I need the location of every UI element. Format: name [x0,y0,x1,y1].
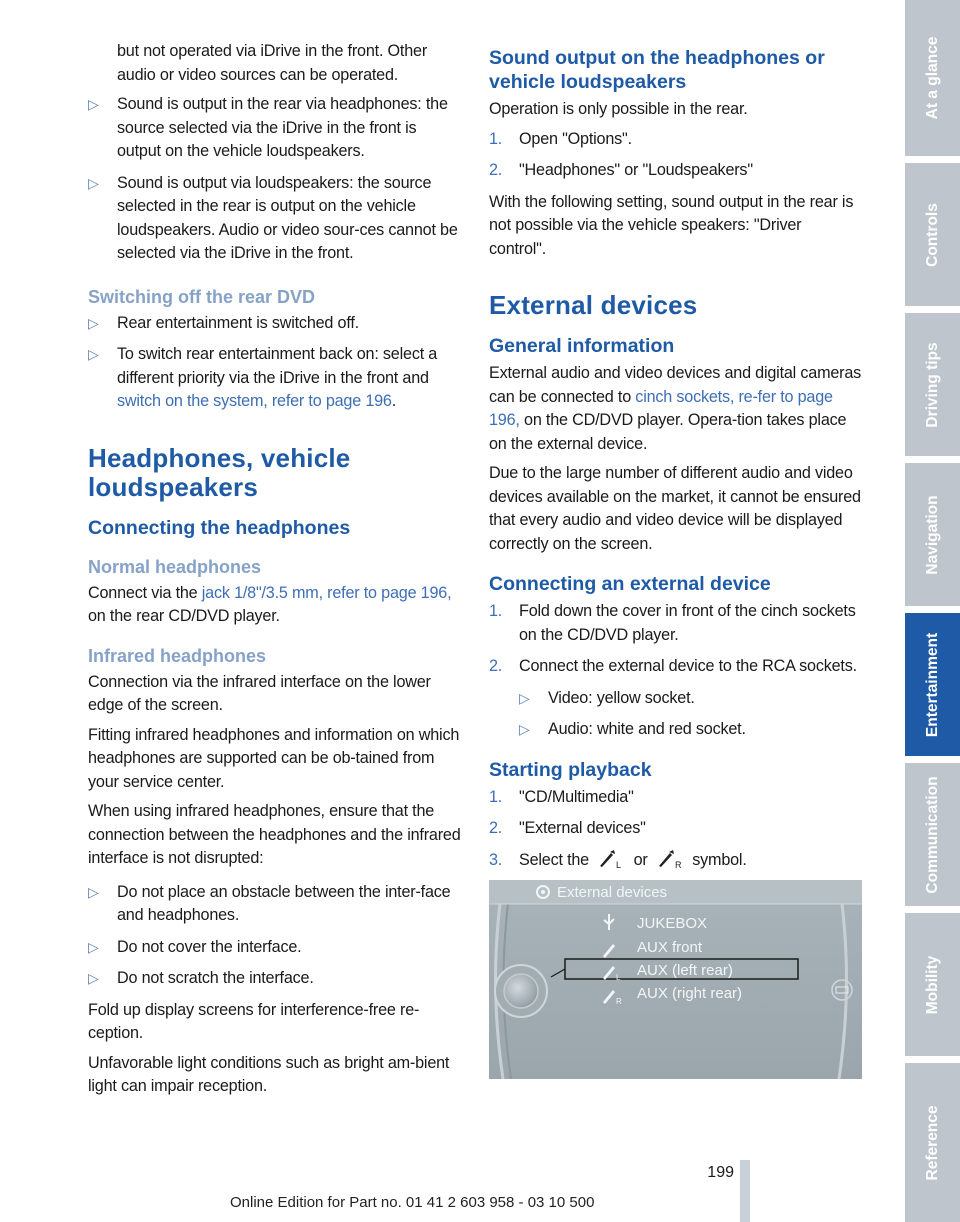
right-column [489,46,862,1079]
triangle-bullet-icon: ▷ [88,970,99,986]
list-item: ▷ Sound is output via loudspeakers: the source selected in the rear is output on the vehicle loudspeakers. Audio or video sour-ces cannot be selected via the iDrive in the front. [88,172,463,266]
list-item: ▷ Rear entertainment is switched off. [88,312,463,336]
list-item: ▷ Sound is output in the rear via headphones: the source selected via the iDrive in the front is output on the vehicle loudspeakers. [88,93,463,164]
triangle-bullet-icon: ▷ [519,721,530,737]
tab-controls[interactable]: Controls [905,163,960,306]
screen-title: External devices [557,884,668,901]
svg-text:R: R [674,859,682,869]
tab-reference[interactable]: Reference [905,1063,960,1222]
numbered-item: 1. Fold down the cover in front of the cinch sockets on the CD/DVD player. [489,602,856,644]
chapter-heading-external-devices: External devices [489,290,698,320]
tab-entertainment[interactable]: Entertainment [905,613,960,756]
tab-at-a-glance[interactable]: At a glance [905,0,960,156]
subheading-infrared-headphones: Infrared headphones [88,645,267,666]
triangle-bullet-icon: ▷ [88,174,99,191]
menu-item-aux-left-rear[interactable]: AUX (left rear) [637,962,733,979]
svg-text:L: L [616,973,621,982]
menu-item-aux-right-rear[interactable]: AUX (right rear) [637,985,743,1002]
paragraph: Unfavorable light conditions such as bright am-bient light can impair reception. [88,1053,450,1095]
normal-headphones-text: Connect via the jack 1/8"/3.5 mm, refer to page 196, on the rear CD/DVD player. [88,583,452,625]
list-item: ▷ Do not scratch the interface. [88,967,463,991]
section-heading-switch-off: Switching off the rear DVD [88,286,316,307]
triangle-bullet-icon: ▷ [88,314,99,331]
triangle-bullet-icon: ▷ [88,346,99,362]
aux-right-symbol-icon [656,849,684,869]
chapter-heading-headphones: Headphones, vehicle loudspeakers [88,442,351,502]
page-marker-bar [740,1160,750,1222]
paragraph: Fold up display screens for interference-free re-ception. [88,1000,420,1042]
tab-communication[interactable]: Communication [905,763,960,906]
section-heading-connecting-external: Connecting an external device [489,573,771,595]
tab-navigation[interactable]: Navigation [905,463,960,606]
intro-text: but not operated via iDrive in the front. Other audio or video sources can be operated. [117,42,428,84]
link-switch-on-system[interactable]: switch on the system, refer to page 196 [117,392,392,410]
page-number: 199 [707,1164,734,1181]
footer-text: Online Edition for Part no. 01 41 2 603 958 - 03 10 500 [230,1194,595,1211]
general-info-text: External audio and video devices and digital cameras can be connected to cinch sockets, re-fer to page 196, on the CD/DVD player. Opera-tion takes place on the external device. [489,364,862,453]
list-item: ▷ Do not cover the interface. [88,936,463,960]
triangle-bullet-icon: ▷ [88,883,99,900]
list-item: ▷ Do not place an obstacle between the inter-face and headphones. [88,881,463,928]
numbered-item: 2. "Headphones" or "Loudspeakers" [489,161,753,179]
numbered-item: 3. Select the L or R symbol. [489,850,747,869]
svg-text:R: R [616,997,622,1006]
section-heading-starting-playback: Starting playback [489,758,652,781]
list-item: ▷ Audio: white and red socket. [489,718,862,742]
paragraph: With the following setting, sound output in the rear is not possible via the vehicle speakers: "Driver control". [489,192,854,258]
subheading-normal-headphones: Normal headphones [88,556,262,577]
triangle-bullet-icon: ▷ [88,938,99,955]
paragraph: Due to the large number of different audio and video devices available on the market, it cannot be ensured that every audio and video device will be displayed correctly on the screen. [489,464,861,553]
left-column [88,40,463,1105]
numbered-item: 2. "External devices" [489,819,646,837]
tab-driving-tips[interactable]: Driving tips [905,313,960,456]
aux-left-symbol-icon [597,849,625,869]
chapter-tabs [905,0,960,1222]
list-item: ▷ Video: yellow socket. [489,687,862,711]
paragraph: When using infrared headphones, ensure that the connection between the headphones and the infrared interface is not disrupted: [88,802,461,867]
paragraph: Operation is only possible in the rear. [489,100,748,118]
numbered-item: 1. Open "Options". [489,129,632,148]
triangle-bullet-icon: ▷ [519,689,530,706]
paragraph: Connection via the infrared interface on the lower edge of the screen. [88,672,431,714]
svg-text:L: L [616,859,622,869]
controller-knob-icon [495,965,547,1017]
paragraph: Fitting infrared headphones and information on which headphones are supported can be ob-tained from your service center. [88,725,460,791]
section-heading-general-information: General information [489,335,675,357]
numbered-item: 2. Connect the external device to the RCA sockets. [489,657,857,675]
idrive-screen [489,880,862,1079]
link-cinch-sockets[interactable]: cinch sockets, re-fer to page 196, [489,387,833,429]
numbered-item: 1. "CD/Multimedia" [489,787,634,806]
triangle-bullet-icon: ▷ [88,96,99,112]
section-heading-connecting-headphones: Connecting the headphones [88,516,351,539]
list-item: ▷ To switch rear entertainment back on: select a different priority via the iDrive in the front and switch on the system, refer to page 196. [88,343,463,414]
link-jack[interactable]: jack 1/8"/3.5 mm, refer to page 196, [201,583,452,602]
section-heading-sound-output: Sound output on the headphones or vehicle loudspeakers [489,47,825,93]
menu-item-jukebox[interactable]: JUKEBOX [637,915,708,932]
menu-item-aux-front[interactable]: AUX front [637,939,703,956]
tab-mobility[interactable]: Mobility [905,913,960,1056]
idrive-screen-illustration [489,880,862,1079]
